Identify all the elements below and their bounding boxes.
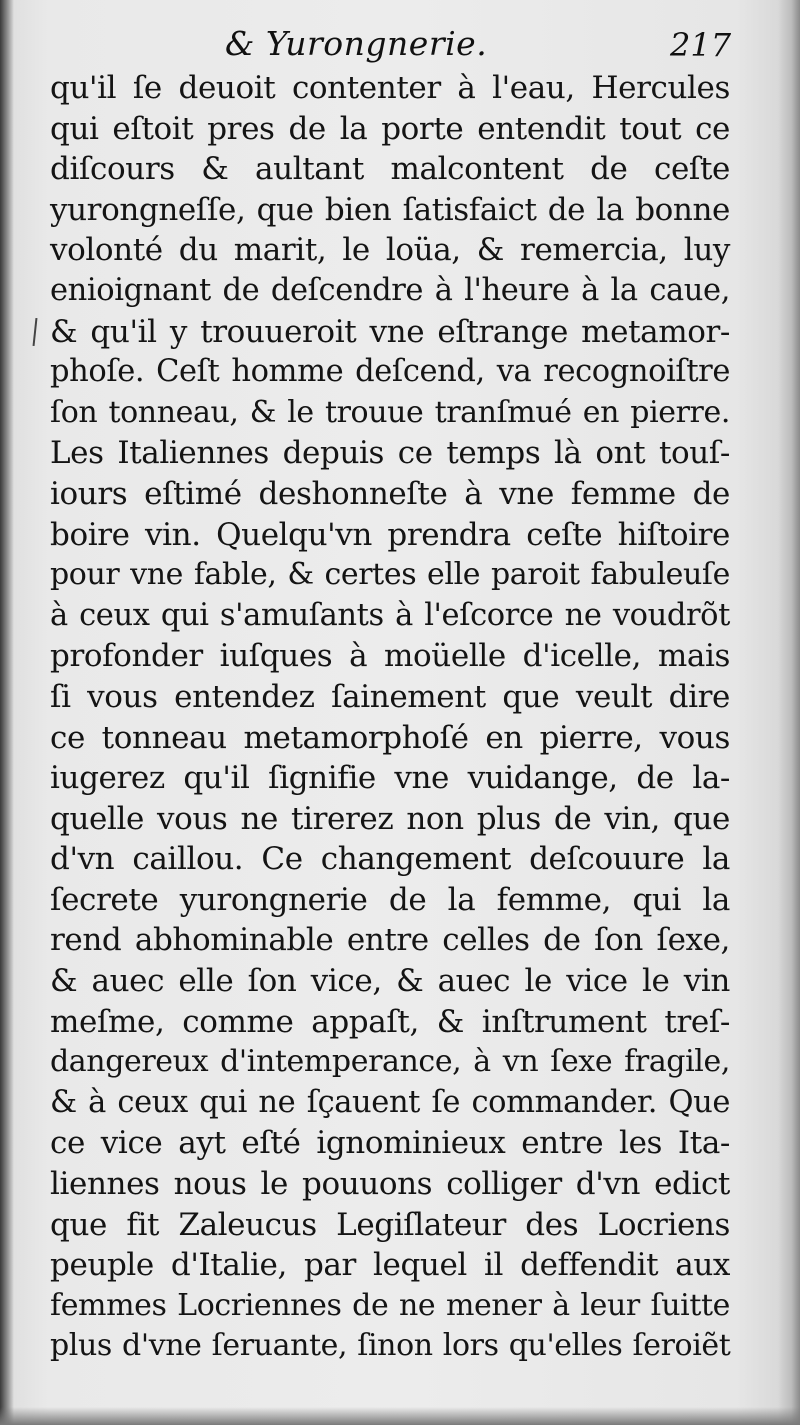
text-line: que fit Zaleucus Legiſlateur des Locriens xyxy=(50,1206,730,1243)
text-line: quelle vous ne tirerez non plus de vin, que xyxy=(50,800,730,837)
text-line: ce vice ayt eſté ignominieux entre les Ita- xyxy=(50,1125,730,1162)
text-line: à ceux qui s'amuſants à l'eſcorce ne voudrõt xyxy=(50,597,730,633)
text-line: diſcours & aultant malcontent de ceſte xyxy=(50,151,730,188)
bottom-edge-shadow xyxy=(0,1407,800,1425)
page-number: 217 xyxy=(670,26,732,64)
text-line: boire vin. Quelqu'vn prendra ceſte hiſtoire xyxy=(50,516,730,553)
text-line: yurongneſſe, que bien ſatisfaict de la bonne xyxy=(50,191,730,228)
text-line: & à ceux qui ne ſçauent ſe commander. Que xyxy=(50,1084,730,1120)
text-line: Les Italiennes depuis ce temps là ont touſ- xyxy=(50,435,730,472)
text-line: meſme, comme appaſt, & inſtrument treſ- xyxy=(50,1003,730,1040)
text-line: peuple d'Italie, par lequel il deffendit aux xyxy=(50,1247,730,1284)
text-line: & qu'il y trouueroit vne eſtrange metamor- xyxy=(50,313,730,350)
text-line: iours eſtimé deshonneſte à vne femme de xyxy=(50,475,730,512)
text-line: ſi vous entendez ſainement que veult dire xyxy=(50,678,730,715)
page-edge-shadow xyxy=(778,0,800,1425)
text-line: iugerez qu'il ſignifie vne vuidange, de la- xyxy=(50,760,730,797)
text-line: plus d'vne ſeruante, ſinon lors qu'elles ſeroiẽt xyxy=(50,1328,731,1364)
text-line: phoſe. Ceſt homme deſcend, va recognoiſtre xyxy=(50,354,730,390)
text-line: d'vn caillou. Ce changement deſcouure la xyxy=(50,841,730,878)
text-line: ce tonneau metamorphoſé en pierre, vous xyxy=(50,719,730,756)
text-line: femmes Locriennes de ne mener à leur ſuitte xyxy=(50,1287,730,1323)
page-header xyxy=(0,14,800,64)
text-line: pour vne fable, & certes elle paroit fabuleuſe xyxy=(50,557,730,593)
text-line: volonté du marit, le loüa, & remercia, luy xyxy=(50,232,730,269)
text-line: dangereux d'intemperance, à vn ſexe fragile, xyxy=(50,1044,730,1080)
text-line: profonder iuſques à moüelle d'icelle, mais xyxy=(50,638,730,675)
text-line: enioignant de deſcendre à l'heure à la caue, xyxy=(50,272,730,308)
text-line: qu'il ſe deuoit contenter à l'eau, Hercules xyxy=(50,70,730,106)
text-line: rend abhominable entre celles de ſon ſexe, xyxy=(50,922,730,959)
running-title: & Yurongnerie. xyxy=(225,24,488,63)
text-line: ſecrete yurongnerie de la femme, qui la xyxy=(50,881,730,918)
body-text xyxy=(50,68,730,1367)
text-line: & auec elle ſon vice, & auec le vice le vin xyxy=(50,963,730,1000)
text-line: qui eſtoit pres de la porte entendit tout ce xyxy=(50,110,730,147)
text-line: liennes nous le pouuons colliger d'vn edict xyxy=(50,1166,730,1203)
margin-mark xyxy=(33,318,38,346)
text-line: ſon tonneau, & le trouue tranſmué en pierre. xyxy=(50,394,730,430)
gutter-shadow xyxy=(0,0,14,1425)
